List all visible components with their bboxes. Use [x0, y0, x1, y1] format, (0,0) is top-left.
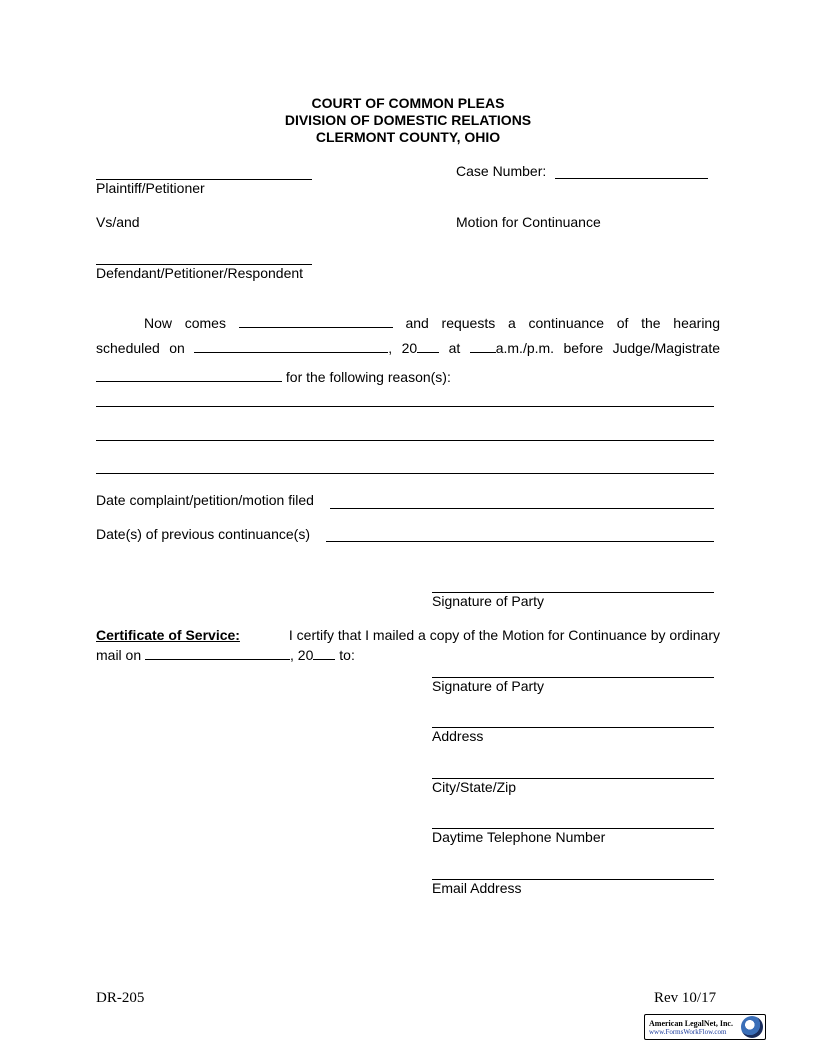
case-number-label: Case Number: — [456, 163, 547, 179]
following-reasons-text: for the following reason(s): — [285, 369, 451, 385]
county-name: CLERMONT COUNTY, OHIO — [315, 129, 501, 145]
case-number-field[interactable] — [555, 178, 708, 179]
defendant-label: Defendant/Petitioner/Respondent — [96, 265, 304, 281]
certificate-text: I certify that I mailed a copy of the Motion for Continuance by ordinary — [288, 627, 720, 643]
hearing-time-field[interactable] — [470, 338, 496, 353]
now-comes-text: Now comes — [144, 315, 226, 331]
division-name: DIVISION OF DOMESTIC RELATIONS — [284, 112, 532, 128]
certificate-line-2 — [96, 645, 355, 663]
previous-continuances-field[interactable] — [326, 541, 714, 542]
revision-date: Rev 10/17 — [654, 990, 717, 1006]
ampm-judge-text: a.m./p.m. before Judge/Magistrate — [495, 340, 721, 356]
email-label: Email Address — [432, 880, 522, 896]
at-text: at — [448, 340, 461, 356]
address-label: Address — [432, 728, 484, 744]
to-text: to: — [339, 647, 355, 663]
body-line-1 — [96, 311, 720, 336]
globe-icon — [741, 1016, 763, 1038]
party-signature-label: Signature of Party — [432, 593, 545, 609]
body-line-3 — [96, 367, 451, 385]
plaintiff-label: Plaintiff/Petitioner — [96, 180, 205, 196]
comma-20-text: , 20 — [388, 340, 418, 356]
vendor-logo[interactable] — [644, 1014, 766, 1040]
city-state-zip-label: City/State/Zip — [432, 779, 517, 795]
mail-on-text: mail on — [96, 647, 142, 663]
logo-url: www.FormsWorkFlow.com — [649, 1028, 727, 1036]
date-filed-label: Date complaint/petition/motion filed — [96, 492, 314, 508]
reason-line-1[interactable] — [96, 406, 714, 407]
motion-title: Motion for Continuance — [456, 214, 601, 230]
cert-comma-20-text: , 20 — [290, 647, 314, 663]
mail-year-field[interactable] — [313, 645, 335, 660]
judge-name-field[interactable] — [96, 367, 282, 382]
phone-label: Daytime Telephone Number — [432, 829, 606, 845]
reason-line-3[interactable] — [96, 473, 714, 474]
mail-date-field[interactable] — [145, 645, 290, 660]
certificate-line-1 — [96, 627, 720, 643]
certificate-heading: Certificate of Service: — [96, 627, 240, 643]
body-line-2 — [96, 336, 720, 361]
hearing-year-field[interactable] — [417, 338, 439, 353]
previous-continuances-label: Date(s) of previous continuance(s) — [96, 526, 310, 542]
hearing-date-field[interactable] — [194, 338, 388, 353]
vs-label: Vs/and — [96, 214, 140, 230]
date-filed-field[interactable] — [330, 508, 714, 509]
reason-line-2[interactable] — [96, 440, 714, 441]
scheduled-on-text: scheduled on — [96, 340, 185, 356]
cert-signature-label: Signature of Party — [432, 678, 545, 694]
form-number: DR-205 — [96, 990, 145, 1006]
requests-text: and requests a continuance of the hearing — [405, 315, 721, 331]
logo-company-name: American LegalNet, Inc. — [649, 1019, 733, 1028]
movant-name-field[interactable] — [239, 313, 393, 328]
court-name: COURT OF COMMON PLEAS — [311, 95, 505, 111]
